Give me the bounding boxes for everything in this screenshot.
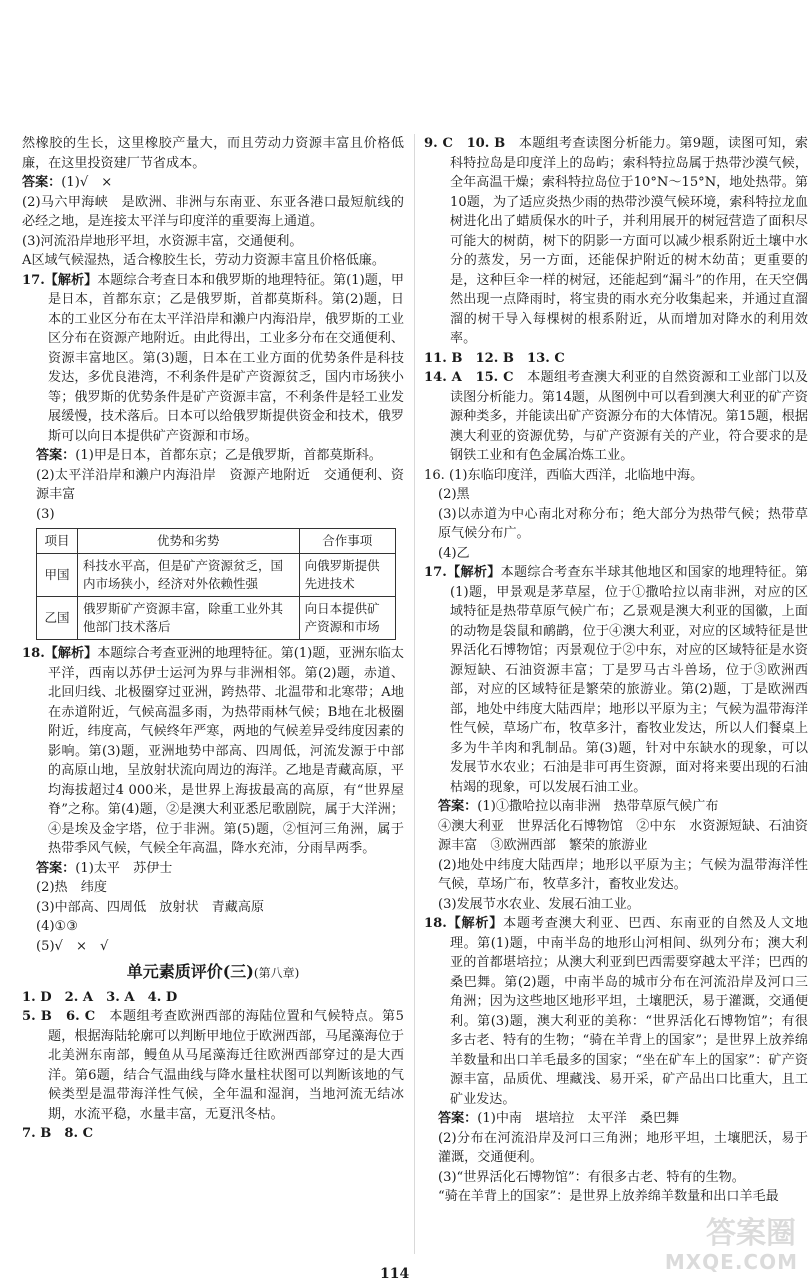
table-cell: 科技水平高，但是矿产资源贫乏，国内市场狭小，经济对外依赖性强	[78, 554, 300, 597]
answer-line: (3)中部高、四周低 放射状 青藏高原	[36, 899, 265, 915]
answer-line: A区域气候湿热，适合橡胶生长，劳动力资源丰富且价格低廉。	[22, 253, 385, 268]
question-number: 5. B 6. C	[22, 1009, 96, 1024]
answer-line: (3)“世界活化石博物馆”：有很多古老、特有的生物。	[438, 1169, 745, 1185]
analysis-text: 本题考查澳大利亚、巴西、东南亚的自然及人文地理。第(1)题，中南半岛的地形山河相间、纵列分布；澳大利亚的首都堪培拉；从澳大利亚到巴西需要穿越太平洋；巴西的桑巴舞。第(2)题，中南半岛的城市分布在河流沿岸及河口三角洲；因为这些地区地形平坦，土壤肥沃，易于灌溉，交通便利。第(3)题，澳大利亚的美称：“世界活化石博物馆”；有很多古老、特有的生物；“骑在羊背上的国家”；是世界上放养绵羊数量和出口羊毛最多的国家；“坐在矿车上的国家”：矿产资源丰富，品质优、埋藏浅、易开采，矿产品出口比重大，且工矿业发达。	[450, 916, 809, 1107]
answer-label: 答案：	[36, 448, 76, 463]
answer-label: 答案：	[438, 799, 478, 814]
intro-text: 然橡胶的生长，这里橡胶产量大，而且劳动力资源丰富且价格低廉，在这里投资建厂节省成本。	[22, 136, 404, 171]
question-9-10	[424, 134, 808, 349]
section-title-text: 单元素质评价(三)	[126, 962, 254, 981]
question-number: 14. A 15. C	[424, 370, 514, 385]
question-18	[424, 914, 808, 1109]
table-header: 项目	[37, 529, 78, 554]
analysis-text: 本题综合考查日本和俄罗斯的地理特征。第(1)题，甲是日本，首都东京；乙是俄罗斯，首都莫斯科。第(2)题，日本的工业区分布在太平洋沿岸和濑户内海沿岸，俄罗斯的工业区分布在资源产地附近。由此得出，工业多分布在交通便利、资源丰富地区。第(3)题，日本在工业方面的优势条件是科技发达，多优良港湾，不利条件是矿产资源贫乏，国内市场狭小等；俄罗斯的优势条件是矿产资源丰富，不利条件是轻工业发展缓慢，技术落后。日本可以给俄罗斯提供资金和技术，俄罗斯可以向日本提供矿产资源和市场。	[48, 272, 405, 444]
comparison-table	[36, 528, 396, 640]
answer-16	[22, 173, 404, 193]
analysis-tag: 【解析】	[446, 565, 501, 580]
answer-line: (1)太平 苏伊士	[75, 860, 173, 876]
question-number: 18.	[22, 646, 45, 661]
question-number: 9. C 10. B	[424, 136, 506, 151]
answer-line: (3)河流沿岸地形平坦，水资源丰富，交通便利。	[22, 233, 303, 249]
table-cell: 俄罗斯矿产资源丰富，除重工业外其他部门技术落后	[78, 597, 300, 640]
question-18	[22, 644, 404, 859]
table-row	[37, 597, 396, 640]
section-title	[22, 962, 404, 984]
section-subtitle: (第八章)	[253, 966, 300, 980]
table-cell: 向俄罗斯提供先进技术	[299, 554, 395, 597]
page-number: 114	[380, 1266, 410, 1282]
question-number: 17.	[22, 272, 45, 288]
answer-18	[424, 1109, 808, 1129]
right-column	[424, 134, 808, 1207]
answer-line: (3)	[36, 506, 55, 522]
analysis-tag: 【解析】	[44, 272, 98, 288]
answer-list: 1. D 2. A 3. A 4. D	[22, 989, 178, 1005]
table-row	[37, 554, 396, 597]
answer-line: (2)马六甲海峡 是欧洲、非洲与东南亚、东亚各港口最短航线的必经之地，是连接太平洋与印度洋的重要海上通道。	[22, 194, 404, 229]
question-5-6	[22, 1007, 404, 1124]
analysis-text: 本题综合考查东半球其他地区和国家的地理特征。第(1)题，甲景观是茅草屋，位于①撒哈拉以南非洲，对应的区域特征是热带草原气候广布；乙景观是澳大利亚的国徽，上面的动物是袋鼠和鸸鹋，位于④澳大利亚，对应的区域特征是世界活化石博物馆；丙景观位于②中东，对应的区域特征是水资源短缺、石油资源丰富；丁是罗马古斗兽场，位于③欧洲西部，对应的区域特征是繁荣的旅游业。第(2)题，丁是欧洲西部，地处中纬度大陆西岸；地形以平原为主；气候为温带海洋性气候，草场广布，牧草多汁，畜牧业发达，所以人们餐桌上多为牛羊肉和乳制品。第(3)题，针对中东缺水的现象，可以发展节水农业；石油是非可再生资源，面对将来要出现的石油枯竭的现象，可以发展石油工业。	[450, 565, 809, 795]
answer-line: (1)①撒哈拉以南非洲 热带草原气候广布	[477, 799, 719, 814]
answer-line: (5)√ × √	[36, 938, 109, 954]
answer-line: (3)发展节水农业、发展石油工业。	[438, 896, 640, 912]
question-number: 17.	[424, 565, 447, 580]
answer-line: (1)甲是日本，首都东京；乙是俄罗斯，首都莫斯科。	[75, 448, 382, 463]
table-cell: 向日本提供矿产资源和市场	[299, 597, 395, 640]
answer-line: “骑在羊背上的国家”：是世界上放养绵羊数量和出口羊毛最	[438, 1189, 779, 1204]
left-column	[22, 134, 404, 1144]
watermark-url: MXQE.COM	[664, 1250, 798, 1274]
watermark-logo	[656, 1208, 806, 1278]
answer-line: (2)黑	[438, 487, 470, 502]
answer-line: (2)太平洋沿岸和濑户内海沿岸 资源产地附近 交通便利、资源丰富	[36, 467, 404, 502]
analysis-tag: 【解析】	[446, 916, 504, 931]
question-16: 16. (1)东临印度洋，西临大西洋，北临地中海。	[424, 467, 704, 483]
answer-line: (2)热 纬度	[36, 880, 107, 895]
answer-line: (1)中南 堪培拉 太平洋 桑巴舞	[477, 1111, 680, 1126]
answer-line: (4)①③	[36, 919, 79, 934]
answer-18	[22, 859, 404, 879]
question-17	[22, 271, 404, 447]
answer-list: 11. B 12. B 13. C	[424, 350, 565, 366]
analysis-text: 本题组考查澳大利亚的自然资源和工业部门以及读图分析能力。第14题，从图例中可以看到澳大利亚的矿产资源种类多，并能读出矿产资源分布的大体情况。第15题，根据澳大利亚的资源优势，与矿产资源有关的产业，符合要求的是钢铁工业和有色金属冶炼工业。	[450, 370, 809, 463]
analysis-text: 本题组考查欧洲西部的海陆位置和气候特点。第5题，根据海陆轮廓可以判断甲地位于欧洲西部，马尾藻海位于北美洲东南部，鳗鱼从马尾藻海迁往欧洲西部穿过的是大西洋。第6题，结合气温曲线与降水量柱状图可以判断该地的气候类型是温带海洋性气候，全年温和湿润，当地河流无结冰期，水流平稳，水量丰富，无夏汛冬枯。	[48, 1009, 404, 1122]
analysis-text: 本题综合考查亚洲的地理特征。第(1)题，亚洲东临太平洋，西南以苏伊士运河为界与非洲相邻。第(2)题，赤道、北回归线、北极圈穿过亚洲，跨热带、北温带和北寒带；A地在赤道附近，气候高温多雨，为热带雨林气候；B地在北极圈附近，纬度高，气候终年严寒，两地的气候差异受纬度因素的影响。第(3)题，亚洲地势中部高、四周低，河流发源于中部的高原山地，呈放射状流向周边的海洋。乙地是青藏高原，平均海拔超过4 000米，是世界上海拔最高的高原，有“世界屋脊”之称。第(4)题，②是澳大利亚悉尼歌剧院，属于大洋洲；④是埃及金字塔，位于非洲。第(5)题，②恒河三角洲，属于热带季风气候，气候全年高温，降水充沛，分雨旱两季。	[48, 646, 405, 856]
table-cell: 甲国	[37, 554, 78, 597]
answer-17	[22, 446, 404, 466]
answer-line: ④澳大利亚 世界活化石博物馆 ②中东 水资源短缺、石油资源丰富 ③欧洲西部 繁荣的旅游业	[438, 818, 808, 853]
answer-label: 答案：	[22, 175, 62, 190]
answer-line: (3)以赤道为中心南北对称分布；绝大部分为热带气候；热带草原气候分布广。	[438, 506, 808, 541]
answer-line: (1)√ ×	[61, 175, 113, 190]
answer-line: (4)乙	[438, 545, 470, 561]
watermark-text: 答案圈	[706, 1216, 796, 1251]
question-17	[424, 563, 808, 797]
table-header: 优势和劣势	[78, 529, 300, 554]
answer-17	[424, 797, 808, 817]
answer-list: 7. B 8. C	[22, 1126, 94, 1141]
question-14-15	[424, 368, 808, 466]
question-number: 18.	[424, 916, 447, 931]
analysis-tag: 【解析】	[44, 646, 98, 661]
answer-label: 答案：	[438, 1111, 478, 1126]
table-header-row	[37, 529, 396, 554]
table-cell: 乙国	[37, 597, 78, 640]
column-divider	[414, 134, 415, 1254]
analysis-text: 本题组考查读图分析能力。第9题，读图可知，索科特拉岛是印度洋上的岛屿；索科特拉岛属于热带沙漠气候，全年高温干燥；索科特拉岛位于10°N～15°N，地处热带。第10题，为了适应炎热少雨的热带沙漠气候环境，索科特拉龙血树进化出了蜡质保水的叶子，并利用展开的树冠营造了面积尽可能大的树荫，树下的阴影一方面可以减少根系附近土壤中水分的蒸发，另一方面，还能保护附近的树木幼苗；更重要的是，这种巨伞一样的树冠，还能起到“漏斗”的作用，在天空偶然出现一点降雨时，将宝贵的雨水充分收集起来，并通过直溜溜的树干导入每棵树的根系附近，从而增加对降水的利用效率。	[450, 136, 808, 346]
answer-line: (2)分布在河流沿岸及河口三角洲；地形平坦，土壤肥沃，易于灌溉，交通便利。	[438, 1130, 808, 1165]
answer-label: 答案：	[36, 860, 76, 876]
table-header: 合作事项	[299, 529, 395, 554]
answer-line: (2)地处中纬度大陆西岸；地形以平原为主；气候为温带海洋性气候，草场广布，牧草多汁，畜牧业发达。	[438, 857, 808, 892]
